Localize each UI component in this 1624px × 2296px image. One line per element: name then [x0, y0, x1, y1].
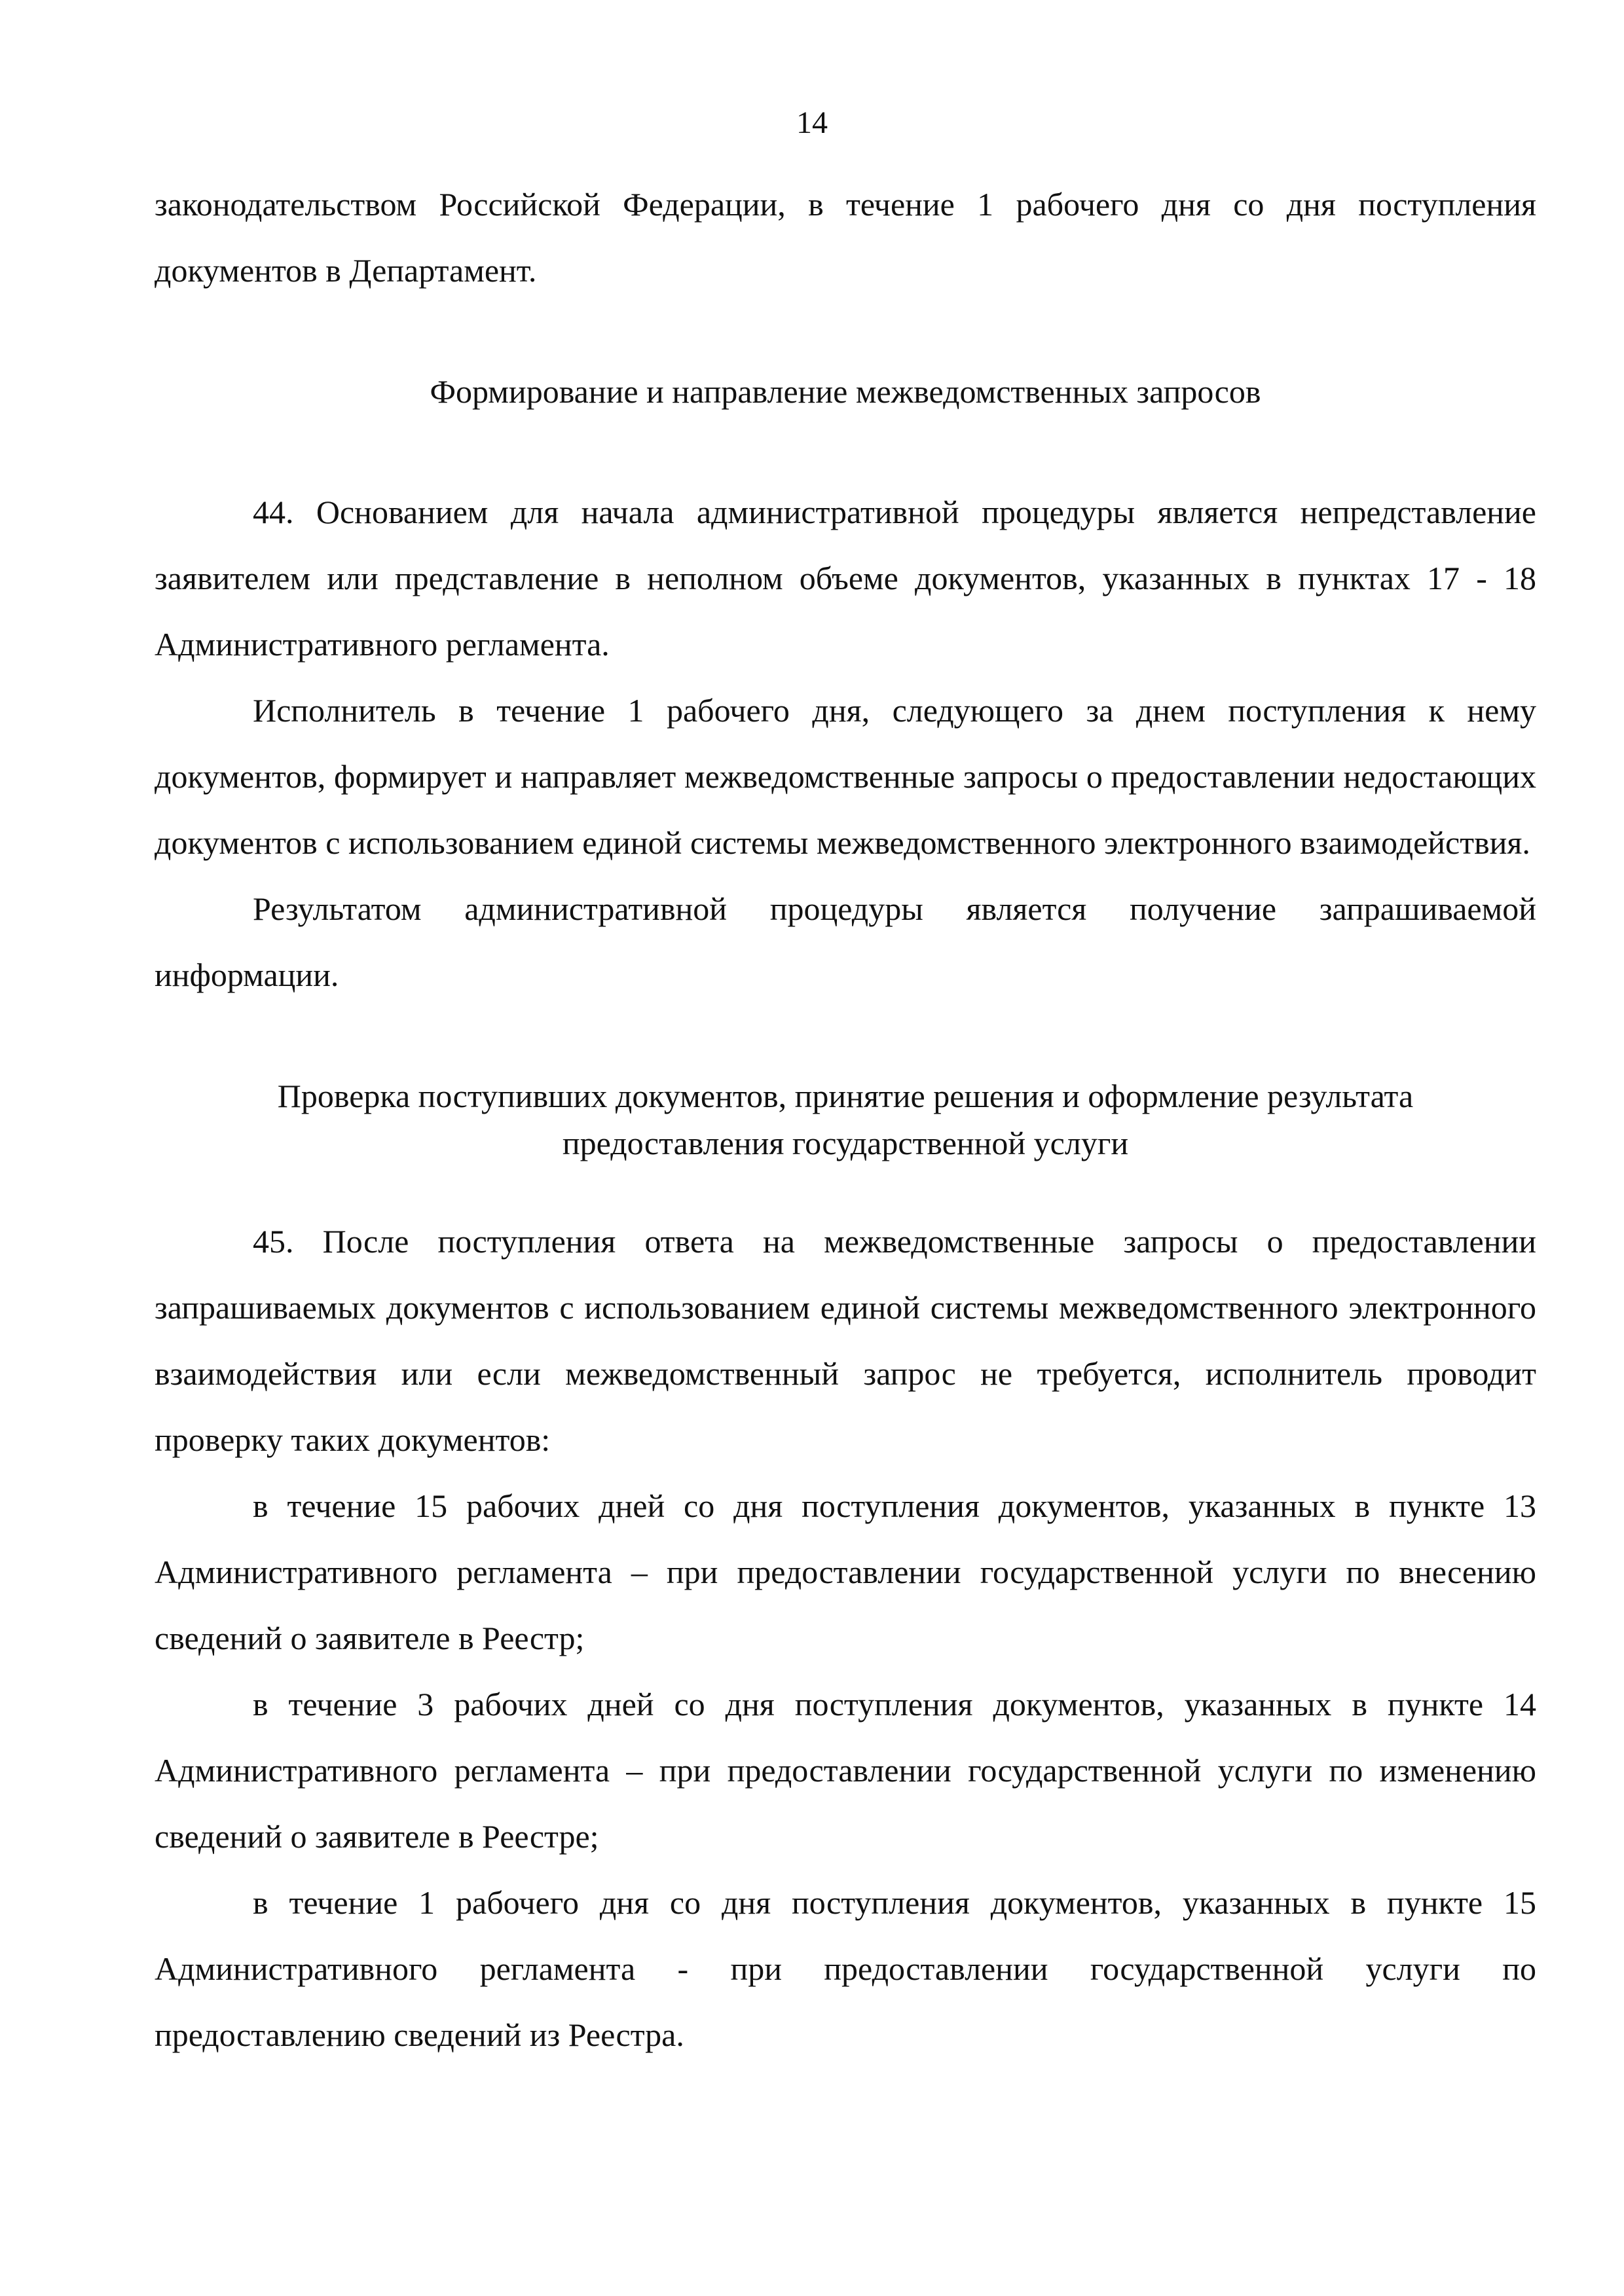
- list-item-15-days: в течение 15 рабочих дней со дня поступления документов, указанных в пункте 13 Административного регламента – при предоставлении государственной услуги по внесению сведений о заявителе в Реестр;: [155, 1487, 1536, 1656]
- section-heading-interagency-requests: Формирование и направление межведомственных запросов: [430, 373, 1261, 410]
- paragraph-45: 45. После поступления ответа на межведомственные запросы о предоставлении запрашиваемых документов с использованием единой системы межведомственного электронного взаимодействия или если межведомственный запрос не требуется, исполнитель проводит проверку таких документов:: [155, 1223, 1536, 1458]
- paragraph-executor: Исполнитель в течение 1 рабочего дня, следующего за днем поступления к нему документов, формирует и направляет межведомственные запросы о предоставлении недостающих документов с использованием единой системы межведомственного электронного взаимодействия.: [155, 692, 1536, 861]
- list-item-1-day: в течение 1 рабочего дня со дня поступления документов, указанных в пункте 15 Административного регламента - при предоставлении государственной услуги по предоставлению сведений из Реестра.: [155, 1884, 1536, 2053]
- spacer: [155, 304, 1536, 368]
- spacer: [155, 1008, 1536, 1072]
- page-number: 14: [796, 105, 828, 140]
- paragraph-44: 44. Основанием для начала административной процедуры является непредставление заявителем или представление в неполном объеме документов, указанных в пунктах 17 - 18 Административного регламента.: [155, 494, 1536, 663]
- spacer: [155, 415, 1536, 479]
- section-heading-document-check-line2: предоставления государственной услуги: [562, 1125, 1129, 1161]
- intro-paragraph: законодательством Российской Федерации, в течение 1 рабочего дня со дня поступления документов в Департамент.: [155, 186, 1536, 289]
- document-body: [155, 172, 1536, 2068]
- paragraph-result: Результатом административной процедуры является получение запрашиваемой информации.: [155, 890, 1536, 993]
- spacer: [155, 1167, 1536, 1209]
- list-item-3-days: в течение 3 рабочих дней со дня поступления документов, указанных в пункте 14 Административного регламента – при предоставлении государственной услуги по изменению сведений о заявителе в Реестре;: [155, 1686, 1536, 1855]
- section-heading-document-check-line1: Проверка поступивших документов, принятие решения и оформление результата: [277, 1078, 1414, 1114]
